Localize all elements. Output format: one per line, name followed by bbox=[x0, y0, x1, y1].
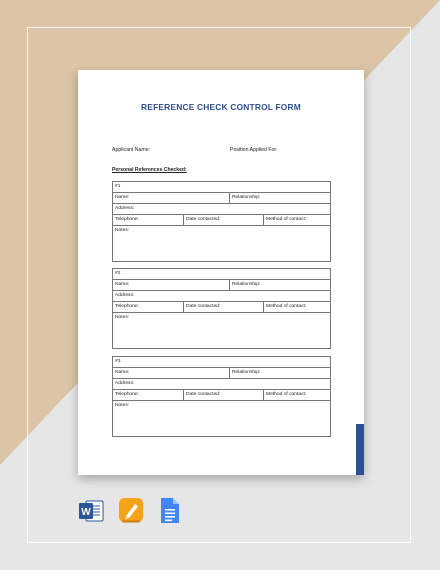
relationship-field: Relationship: bbox=[229, 280, 330, 290]
svg-text:W: W bbox=[81, 507, 91, 518]
notes-field: Notes: bbox=[115, 228, 130, 233]
method-of-contact-field: Method of contact: bbox=[263, 302, 330, 312]
document-title: REFERENCE CHECK CONTROL FORM bbox=[141, 102, 301, 112]
name-field: Name: bbox=[115, 195, 130, 200]
date-contacted-field: Date contacted: bbox=[183, 390, 263, 400]
telephone-field: Telephone: bbox=[115, 304, 139, 309]
applicant-name-label: Applicant Name: bbox=[112, 147, 151, 153]
reference-number: #2 bbox=[115, 271, 121, 276]
address-field: Address: bbox=[115, 206, 135, 211]
reference-block-2 bbox=[112, 268, 331, 349]
relationship-field: Relationship: bbox=[229, 193, 330, 203]
accent-bar bbox=[356, 424, 364, 475]
date-contacted-field: Date contacted: bbox=[183, 302, 263, 312]
reference-number: #3 bbox=[115, 359, 121, 364]
notes-field: Notes: bbox=[115, 315, 130, 320]
telephone-field: Telephone: bbox=[115, 392, 139, 397]
document-page bbox=[78, 70, 364, 475]
personal-references-heading: Personal References Checked: bbox=[112, 167, 187, 173]
address-field: Address: bbox=[115, 293, 135, 298]
notes-field: Notes: bbox=[115, 403, 130, 408]
reference-block-1 bbox=[112, 181, 331, 262]
reference-number: #1 bbox=[115, 184, 121, 189]
method-of-contact-field: Method of contact: bbox=[263, 215, 330, 225]
telephone-field: Telephone: bbox=[115, 217, 139, 222]
address-field: Address: bbox=[115, 381, 135, 386]
name-field: Name: bbox=[115, 282, 130, 287]
relationship-field: Relationship: bbox=[229, 368, 330, 378]
google-docs-icon[interactable] bbox=[160, 497, 180, 529]
reference-block-3 bbox=[112, 356, 331, 437]
word-icon[interactable] bbox=[78, 498, 104, 529]
method-of-contact-field: Method of contact: bbox=[263, 390, 330, 400]
date-contacted-field: Date contacted: bbox=[183, 215, 263, 225]
pages-icon[interactable] bbox=[118, 497, 144, 529]
name-field: Name: bbox=[115, 370, 130, 375]
position-applied-label: Position Applied For: bbox=[230, 147, 278, 153]
